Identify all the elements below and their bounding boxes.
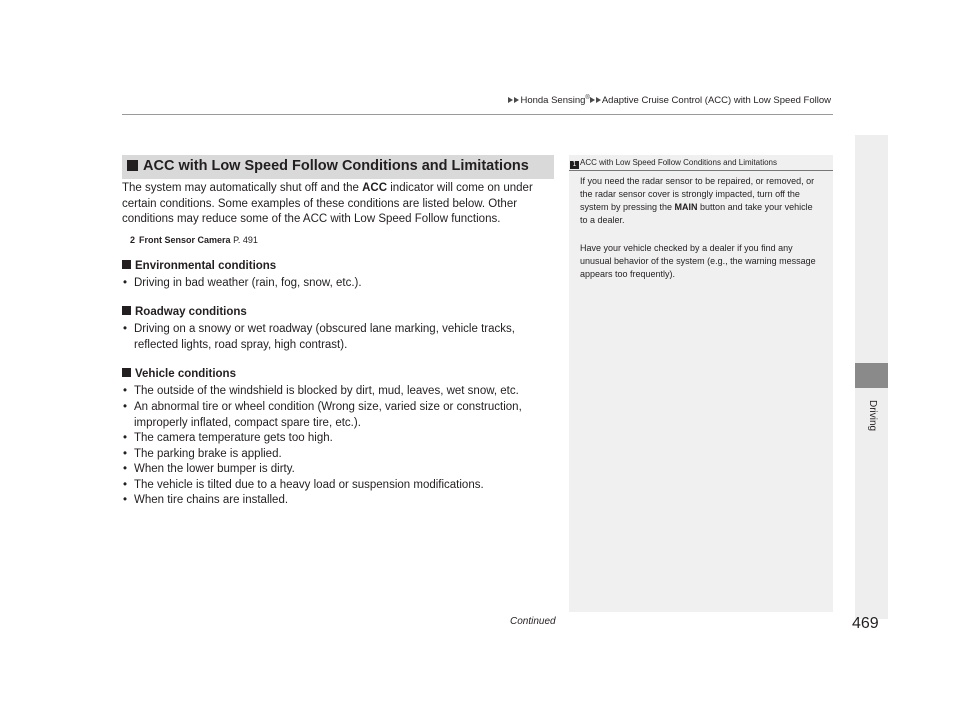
list-item: • An abnormal tire or wheel condition (Wrong size, varied size or construction, improperly inflated, compact spare tire, etc.).	[122, 400, 552, 431]
list-item: • Driving in bad weather (rain, fog, snow, etc.).	[122, 276, 552, 292]
breadcrumb-arrow-icon	[514, 97, 519, 103]
reference-arrow-icon: 2	[130, 235, 136, 245]
list-item: • The parking brake is applied.	[122, 447, 552, 463]
breadcrumb-arrow-icon	[508, 97, 513, 103]
cross-reference-link[interactable]: 2 Front Sensor Camera P. 491	[130, 235, 258, 245]
page-number: 469	[852, 615, 879, 632]
side-tab-label: Driving	[867, 400, 878, 432]
list-item: • When the lower bumper is dirty.	[122, 462, 552, 478]
subheading-square-icon	[122, 306, 131, 315]
header-divider	[122, 114, 833, 115]
subheading-vehicle: Vehicle conditions	[122, 368, 236, 380]
side-tab-marker[interactable]	[855, 363, 888, 388]
side-note-divider	[569, 170, 833, 171]
breadcrumb	[508, 95, 831, 106]
breadcrumb-item-acc[interactable]: Adaptive Cruise Control (ACC) with Low Speed Follow	[601, 95, 831, 107]
continued-label: Continued	[510, 616, 556, 627]
side-note-paragraph: Have your vehicle checked by a dealer if you find any unusual behavior of the system (e.g., the warning message appears too frequently).	[580, 243, 816, 279]
section-square-icon	[127, 160, 138, 171]
subheading-roadway: Roadway conditions	[122, 306, 247, 318]
main-button-label: MAIN	[674, 202, 698, 212]
acc-indicator-label: ACC	[362, 182, 388, 194]
list-item: • The vehicle is tilted due to a heavy load or suspension modifications.	[122, 478, 552, 494]
subheading-environmental: Environmental conditions	[122, 260, 276, 272]
intro-paragraph: The system may automatically shut off and the ACC indicator will come on under certain conditions. Some examples of these conditions are listed below. Other conditions may reduce some of the ACC with Low Speed Follow functions.	[122, 182, 533, 225]
section-title: ACC with Low Speed Follow Conditions and Limitations	[122, 155, 554, 179]
list-item: • Driving on a snowy or wet roadway (obscured lane marking, vehicle tracks, reflected lights, road spray, high contrast).	[122, 322, 552, 353]
note-marker-icon: 1	[570, 161, 579, 169]
side-note-paragraph: If you need the radar sensor to be repaired, or removed, or the radar sensor cover is strongly impacted, turn off the system by pressing the MAIN button and take your vehicle to a dealer.	[580, 176, 815, 225]
subheading-square-icon	[122, 368, 131, 377]
list-item: • The outside of the windshield is blocked by dirt, mud, leaves, wet snow, etc.	[122, 384, 552, 400]
breadcrumb-item-honda-sensing[interactable]: Honda Sensing	[520, 95, 586, 107]
subheading-square-icon	[122, 260, 131, 269]
breadcrumb-arrow-icon	[596, 97, 601, 103]
breadcrumb-arrow-icon	[590, 97, 595, 103]
registered-mark: ®	[585, 95, 590, 101]
side-note-title: 1 ACC with Low Speed Follow Conditions and Limitations	[570, 158, 777, 169]
list-item: • The camera temperature gets too high.	[122, 431, 552, 447]
list-item: • When tire chains are installed.	[122, 493, 552, 509]
